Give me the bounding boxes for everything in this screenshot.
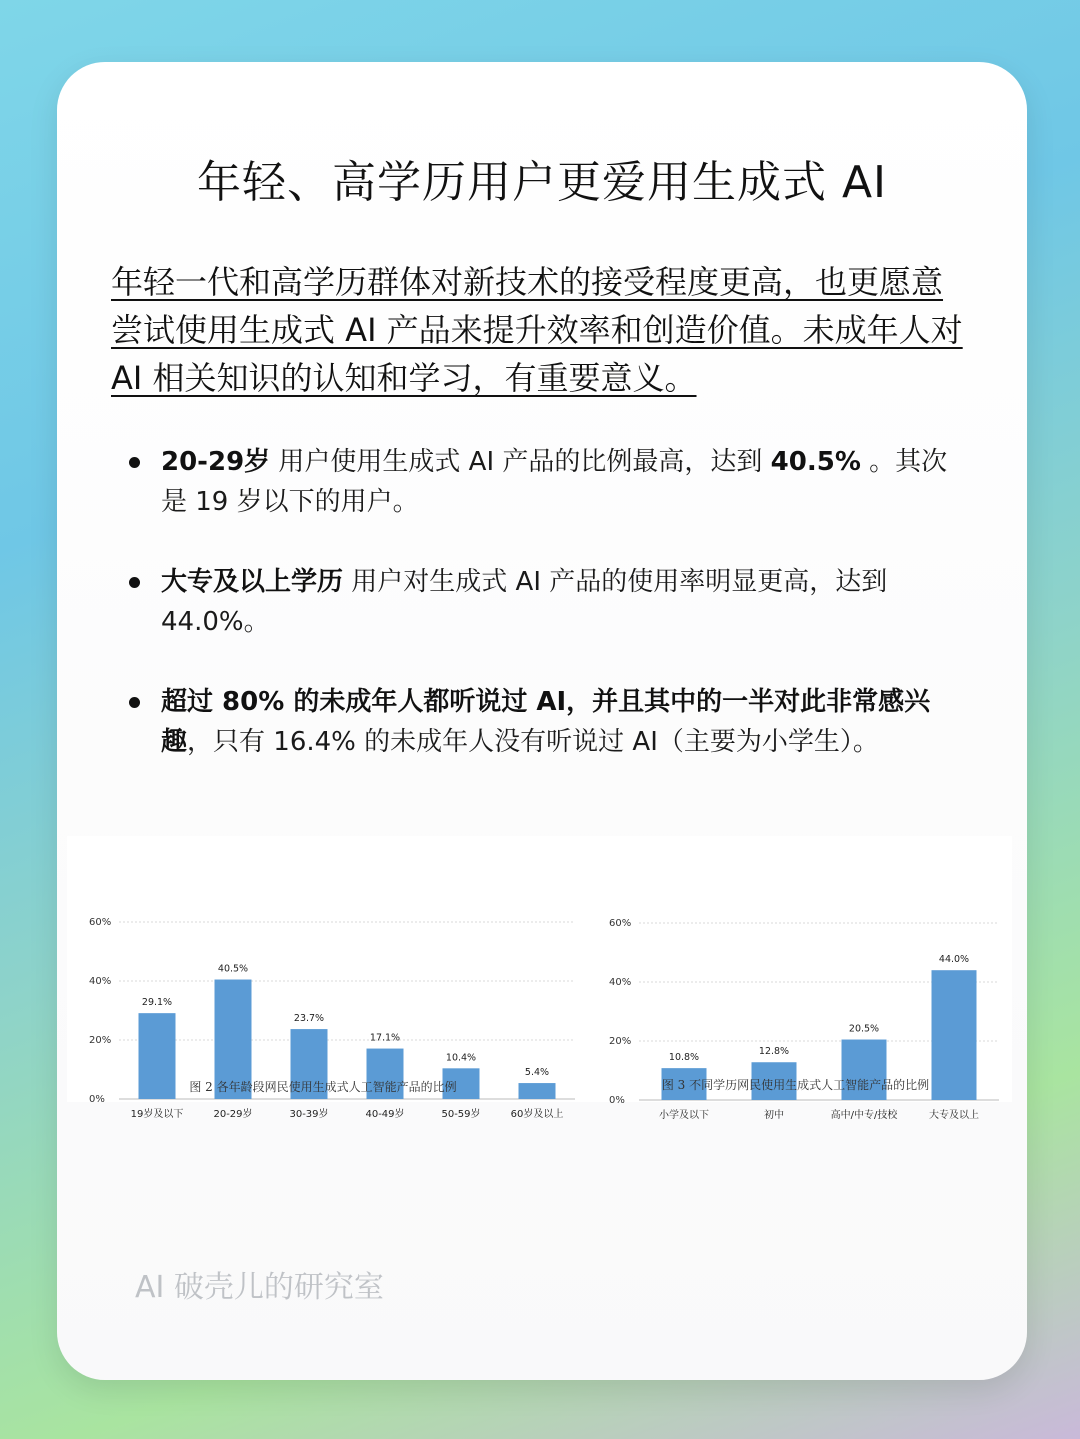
bullet-bold-value: 40.5% bbox=[770, 447, 861, 477]
bullet-list bbox=[127, 442, 967, 802]
data-label: 12.8% bbox=[758, 1046, 790, 1058]
data-label: 40.5% bbox=[217, 963, 249, 975]
data-label: 10.4% bbox=[445, 1052, 477, 1064]
data-label: 5.4% bbox=[524, 1067, 550, 1079]
category-label: 30-39岁 bbox=[289, 1109, 329, 1120]
bullet-text: 用户使用生成式 AI 产品的比例最高，达到 bbox=[270, 447, 771, 477]
y-tick-label: 20% bbox=[89, 1035, 112, 1046]
category-label: 50-59岁 bbox=[441, 1109, 481, 1120]
bullet-bold-lead: 20-29岁 bbox=[161, 447, 271, 477]
category-label: 20-29岁 bbox=[213, 1109, 253, 1120]
y-tick-label: 60% bbox=[609, 918, 632, 929]
category-label: 60岁及以上 bbox=[510, 1109, 564, 1120]
education-chart-caption: 图 3 不同学历网民使用生成式人工智能产品的比例 bbox=[661, 1078, 930, 1092]
category-label: 19岁及以下 bbox=[130, 1109, 184, 1120]
y-tick-label: 0% bbox=[89, 1094, 105, 1105]
bullet-dot-icon bbox=[129, 457, 140, 468]
content-card bbox=[57, 62, 1027, 1380]
data-label: 44.0% bbox=[938, 954, 970, 966]
charts-panel bbox=[67, 836, 1012, 1121]
age-bar-chart bbox=[67, 836, 579, 1120]
bullet-bold-lead: 超过 80% 的未成年人都听说过 AI，并且其中的一半对此非常感兴趣 bbox=[161, 687, 931, 757]
y-tick-label: 40% bbox=[609, 977, 632, 988]
category-label: 小学及以下 bbox=[659, 1110, 709, 1121]
intro-paragraph: 年轻一代和高学历群体对新技术的接受程度更高，也更愿意尝试使用生成式 AI 产品来提升效率和创造价值。未成年人对 AI 相关知识的认知和学习，有重要意义。 bbox=[111, 263, 963, 397]
bullet-item bbox=[127, 682, 967, 762]
data-label: 29.1% bbox=[141, 997, 173, 1009]
category-label: 初中 bbox=[764, 1110, 784, 1121]
data-label: 23.7% bbox=[293, 1013, 325, 1025]
bullet-bold-lead: 大专及以上学历 bbox=[161, 567, 344, 597]
bullet-text-tail: 。其次是 19 岁以下的用户。 bbox=[161, 447, 948, 517]
category-label: 高中/中专/技校 bbox=[830, 1110, 898, 1121]
age-chart-caption: 图 2 各年龄段网民使用生成式人工智能产品的比例 bbox=[189, 1080, 457, 1094]
bullet-dot-icon bbox=[129, 697, 140, 708]
page-title: 年轻、高学历用户更爱用生成式 AI bbox=[196, 157, 888, 208]
bullet-text: ，只有 16.4% 的未成年人没有听说过 AI（主要为小学生）。 bbox=[187, 727, 879, 757]
bullet-dot-icon bbox=[129, 577, 140, 588]
y-tick-label: 40% bbox=[89, 976, 112, 987]
category-label: 40-49岁 bbox=[365, 1109, 405, 1120]
bullet-item bbox=[127, 442, 967, 522]
data-label: 20.5% bbox=[848, 1023, 880, 1035]
education-bar-chart bbox=[579, 836, 1012, 1121]
bullet-text: 用户对生成式 AI 产品的使用率明显更高，达到 44.0%。 bbox=[161, 567, 888, 637]
y-tick-label: 0% bbox=[609, 1095, 625, 1106]
y-tick-label: 20% bbox=[609, 1036, 632, 1047]
footer-brand: AI 破壳儿的研究室 bbox=[135, 1270, 384, 1305]
bullet-item bbox=[127, 562, 967, 642]
data-label: 10.8% bbox=[668, 1052, 700, 1064]
category-label: 大专及以上 bbox=[929, 1110, 979, 1121]
y-tick-label: 60% bbox=[89, 917, 112, 928]
data-label: 17.1% bbox=[369, 1032, 401, 1044]
